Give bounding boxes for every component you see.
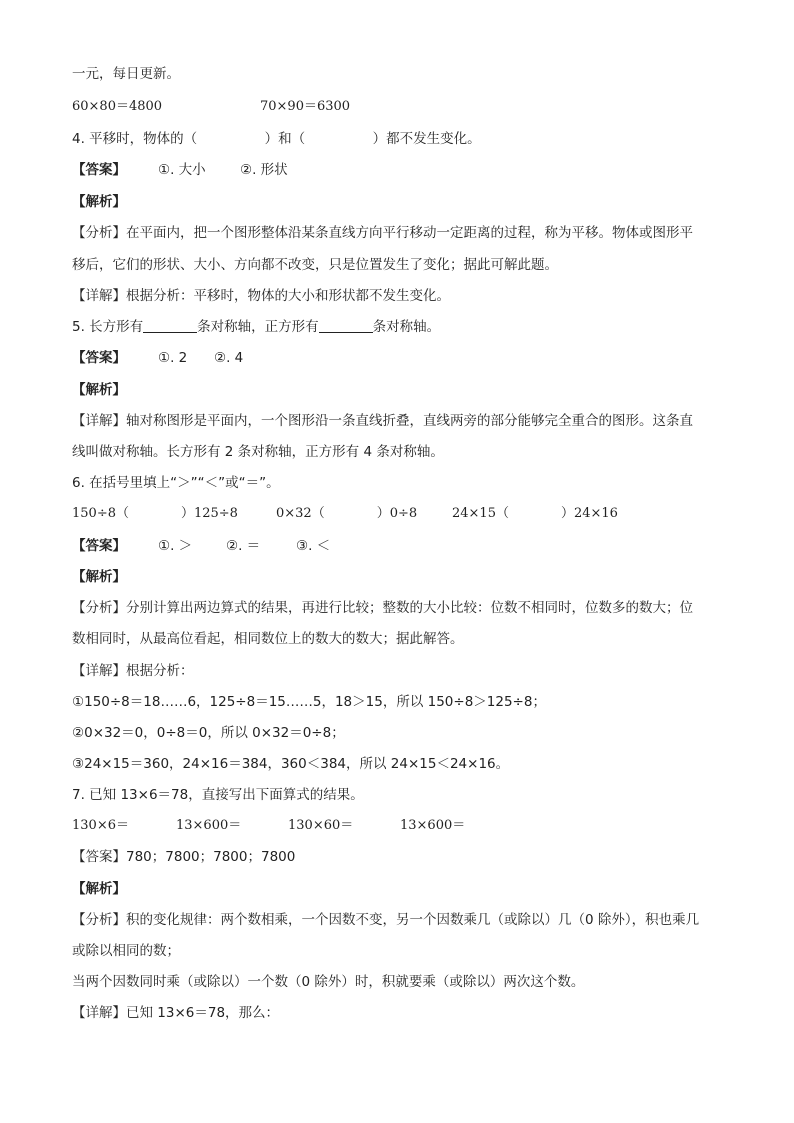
text-line: 一元，每日更新。 [72, 66, 180, 82]
detail-text: 【详解】根据分析：平移时，物体的大小和形状都不发生变化。 [72, 288, 450, 304]
analysis-text: 【分析】分别计算出两边算式的结果，再进行比较；整数的大小比较：位数不相同时，位数多的数大；位 [72, 600, 693, 616]
analysis-text: 【分析】积的变化规律：两个数相乘，一个因数不变，另一个因数乘几（或除以）几（0 除外），积也乘几 [72, 912, 700, 928]
answer-tag: 【答案】 [72, 162, 126, 178]
answer-item: ②. 形状 [240, 162, 288, 178]
fill-blank [143, 318, 197, 333]
answer-row [72, 536, 330, 556]
answer-item: ②. ＝ [226, 538, 261, 554]
analysis-heading: 【解析】 [72, 569, 126, 585]
equation: 60×80＝4800 [72, 99, 163, 114]
analysis-heading: 【解析】 [72, 194, 126, 210]
solution-step: ①150÷8＝18……6，125÷8＝15……5，18＞15，所以 150÷8＞125÷8； [72, 694, 546, 710]
comparison: 0×32（ ）0÷8 [276, 506, 418, 521]
equation-row [72, 97, 350, 117]
solution-step: ③24×15＝360，24×16＝384，360＜384，所以 24×15＜24×16。 [72, 756, 510, 772]
answer-item: ①. 大小 [158, 162, 206, 178]
answer-row [72, 160, 288, 180]
answer-tag: 【答案】 [72, 538, 126, 554]
question-6: 6. 在括号里填上“＞”“＜”或“＝”。 [72, 475, 280, 491]
detail-text: 【详解】已知 13×6＝78，那么： [72, 1005, 280, 1021]
fill-blank [319, 318, 373, 333]
answer-item: ①. ＞ [158, 538, 193, 554]
answer-tag: 【答案】 [72, 350, 126, 366]
expression: 130×6＝ [72, 818, 129, 833]
detail-text: 线叫做对称轴。长方形有 2 条对称轴，正方形有 4 条对称轴。 [72, 444, 444, 460]
comparison: 24×15（ ）24×16 [452, 506, 618, 521]
solution-step: ②0×32＝0，0÷8＝0，所以 0×32＝0÷8； [72, 725, 345, 741]
analysis-text: 【分析】在平面内，把一个图形整体沿某条直线方向平行移动一定距离的过程，称为平移。物体或图形平 [72, 225, 693, 241]
expression: 13×600＝ [176, 818, 242, 833]
answer-item: ①. 2 [158, 350, 188, 366]
comparison-row [72, 504, 618, 524]
answer-row: 【答案】780；7800；7800；7800 [72, 849, 296, 865]
analysis-text: 当两个因数同时乘（或除以）一个数（0 除外）时，积就要乘（或除以）两次这个数。 [72, 974, 585, 990]
question-4: 4. 平移时，物体的（ ）和（ ）都不发生变化。 [72, 131, 481, 147]
question-text: 5. 长方形有 [72, 319, 144, 335]
analysis-heading: 【解析】 [72, 881, 126, 897]
analysis-text: 移后，它们的形状、大小、方向都不改变，只是位置发生了变化；据此可解此题。 [72, 257, 558, 273]
answer-row [72, 348, 243, 368]
question-text: 条对称轴，正方形有 [197, 319, 319, 335]
detail-text: 【详解】轴对称图形是平面内，一个图形沿一条直线折叠，直线两旁的部分能够完全重合的图形。这条直 [72, 413, 693, 429]
analysis-heading: 【解析】 [72, 382, 126, 398]
analysis-text: 数相同时，从最高位看起，相同数位上的数大的数大；据此解答。 [72, 631, 464, 647]
answer-item: ②. 4 [214, 350, 244, 366]
equation: 70×90＝6300 [260, 99, 351, 114]
expression-row [72, 816, 465, 836]
comparison: 150÷8（ ）125÷8 [72, 506, 238, 521]
expression: 130×60＝ [288, 818, 354, 833]
detail-text: 【详解】根据分析： [72, 663, 194, 679]
expression: 13×600＝ [400, 818, 466, 833]
question-text: 条对称轴。 [372, 319, 441, 335]
answer-item: ③. ＜ [296, 538, 331, 554]
question-7: 7. 已知 13×6＝78，直接写出下面算式的结果。 [72, 787, 364, 803]
question-5 [72, 317, 440, 337]
analysis-text: 或除以相同的数； [72, 943, 180, 959]
